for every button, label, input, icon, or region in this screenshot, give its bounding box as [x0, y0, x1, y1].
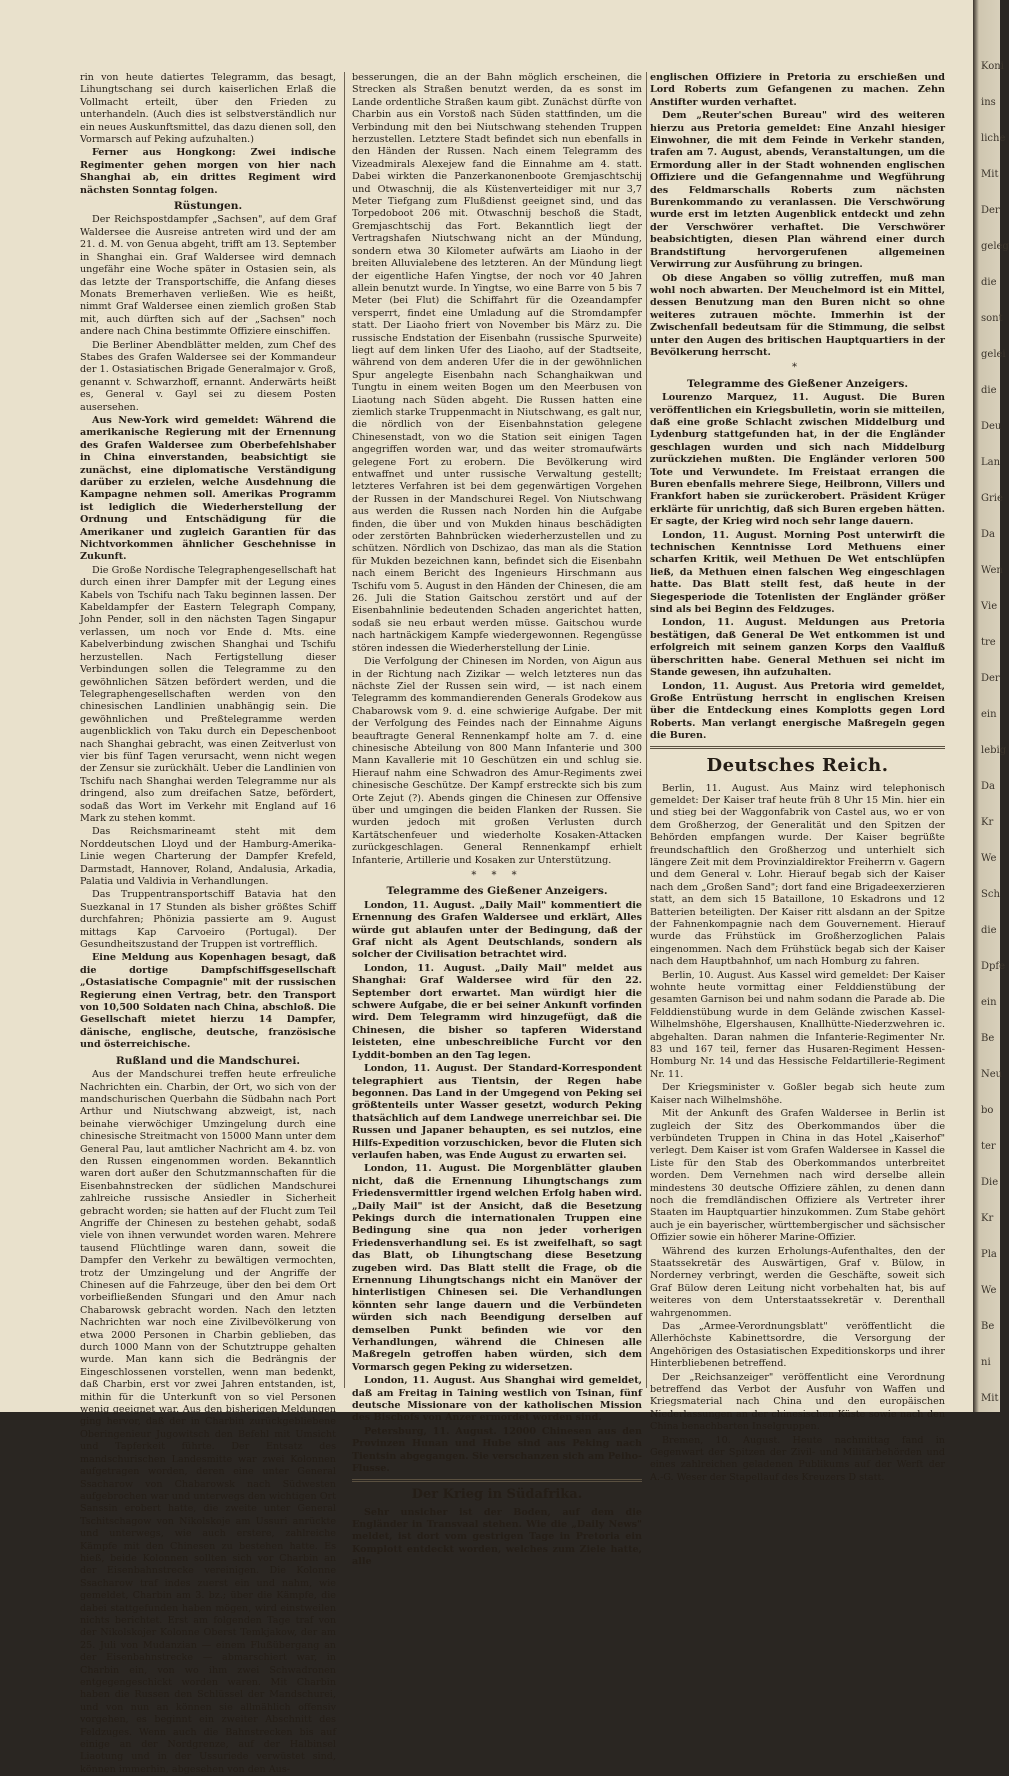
ornament-stars: *	[792, 362, 803, 374]
article-paragraph: rin von heute datiertes Telegramm, das besagt, Lihungtschang sei durch kaiserlichen Erlaß die Vollmacht erteilt, über den Frieden zu unterhandeln. (Auch dies ist selbstverständlich nur ein neues Auskunftsmittel, das dazu dienen soll, den Vormarsch auf Peking aufzuhalten.)	[80, 72, 336, 146]
edge-fragment: Da	[981, 781, 995, 792]
ornament-stars: * * *	[471, 870, 523, 881]
article-paragraph: Der Reichspostdampfer „Sachsen", auf dem Graf Waldersee die Ausreise antreten wird und der am 21. d. M. von Genua abgeht, trifft am 13. September in Shanghai ein. Graf Waldersee wird demnach ungefähr eine Woche später in Ostasien sein, als das letzte der Transportschiffe, die Anfang dieses Monats Bremerhaven verließen. Wie es heißt, nimmt Graf Waldersee einen ziemlich großen Stab mit, auch dürften sich auf der „Sachsen" noch andere nach China bestimmte Offiziere einschiffen.	[80, 214, 337, 338]
article-paragraph: Petersburg, 11. August. 12000 Chinesen aus den Provinzen Hunan und Hube sind aus Peking nach Tientsin abgegangen. Sie verschanzen sich am Peiho-Flusse.	[352, 1425, 642, 1475]
section-heading-telegramme: Telegramme des Gießener Anzeigers.	[686, 377, 909, 390]
article-paragraph: englischen Offiziere in Pretoria zu erschießen und Lord Roberts zum Gefangenen zu machen. Zehn Anstifter wurden verhaftet.	[650, 72, 945, 108]
section-heading-suedafrika: Der Krieg in Südafrika.	[411, 1486, 583, 1502]
article-paragraph: London, 11. August. Meldungen aus Pretoria bestätigen, daß General De Wet entkommen ist und erfolgreich mit seinem ganzen Korps den Vaalfluß überschritten habe. General Methuen sei nicht im Stande gewesen, ihn aufzuhalten.	[650, 617, 945, 679]
edge-fragment: die	[981, 385, 997, 396]
edge-fragment: sont	[981, 313, 1003, 324]
article-paragraph: Dem „Reuter'schen Bureau" wird des weiteren hierzu aus Pretoria gemeldet: Eine Anzahl hiesiger Einwohner, die mit dem Feinde in Verkehr standen, trafen am 7. August, abends, Veranstaltungen, um die Ermordung aller in der Stadt wohnenden englischen Offiziere und die Gefangennahme und Wegführung des Feldmarschalls Roberts zum nächsten Burenkommando zu veranlassen. Die Verschwörung wurde erst im letzten Augenblick entdeckt und zehn der Verschwörer verhaftet. Die Verschwörer beabsichtigten, diesen Plan während einer durch Brandstiftung hervorgerufenen allgemeinen Verwirrung zur Ausführung zu bringen.	[650, 110, 945, 271]
column-2	[352, 72, 642, 1568]
edge-fragment: tre	[981, 637, 996, 648]
edge-fragment: Koni	[981, 61, 1004, 72]
edge-fragment: bo	[981, 1105, 994, 1116]
edge-fragment: Neu	[981, 1069, 1003, 1080]
edge-fragment: Lan	[981, 457, 1001, 468]
article-paragraph: Berlin, 10. August. Aus Kassel wird gemeldet: Der Kaiser wohnte heute vormittag einer Felddienstübung der gesamten Garnison bei und nahm sodann die Parade ab. Die Felddienstübung wurde in dem Gelände zwischen Kassel-Wilhelmshöhe, Elgershausen, Knallhütte-Niederzwehren ic. abgehalten. Daran nahmen die Infanterie-Regimenter Nr. 83 und 167 teil, ferner das Husaren-Regiment Hessen-Homburg Nr. 14 und das Hessische Feldartillerie-Regiment Nr. 11.	[650, 969, 945, 1080]
edge-fragment: die	[981, 925, 997, 936]
article-paragraph: Berlin, 11. August. Aus Mainz wird telephonisch gemeldet: Der Kaiser traf heute früh 8 Uhr 15 Min. hier ein und stieg bei der Waggonfabrik von Castel aus, wo er von dem Großherzog, der Generalität und den Spitzen der Behörden empfangen wurde. Der Kaiser begrüßte freundschaftlich den Großherzog und unterhielt sich längere Zeit mit dem Provinzialdirektor Freiherrn v. Gagern und dem General v. Lohr. Hierauf begab sich der Kaiser nach dem „Großen Sand"; dort fand eine Brigadeexerzieren statt, an dem sich 15 Bataillone, 10 Eskadrons und 12 Batterien beteiligten. Der Kaiser ritt alsdann an der Spitze der Fahnenkompagnie nach dem Gouvernement. Hierauf wurde das Frühstück im Großherzoglichen Palais eingenommen. Nach dem Frühstück begab sich der Kaiser nach dem Hauptbahnhof, um nach Homburg zu fahren.	[650, 782, 945, 968]
edge-fragment: We	[981, 1285, 997, 1296]
column-3	[650, 72, 945, 1483]
edge-fragment: Vie	[981, 601, 998, 612]
article-paragraph: Das Reichsmarineamt steht mit dem Norddeutschen Lloyd und der Hamburg-Amerika-Linie wegen Charterung der Dampfer Krefeld, Darmstadt, Hannover, Roland, Andalusia, Arkadia, Palatia und Valdivia in Verhandlungen.	[80, 826, 336, 887]
section-divider	[650, 746, 945, 749]
edge-fragment: ein	[981, 709, 997, 720]
edge-fragment: die	[981, 277, 997, 288]
article-paragraph: Lourenzo Marquez, 11. August. Die Buren veröffentlichen ein Kriegsbulletin, worin sie mitteilen, daß eine große Schlacht zwischen Middelburg und Lydenburg stattgefunden hat, in der die Engländer geschlagen wurden und sich nach Middelburg zurückziehen mußten. Die Engländer verloren 500 Tote und Verwundete. Im Freistaat errangen die Buren ebenfalls mehrere Siege, Heilbronn, Villers und Frankfort haben sie zurückerobert. Präsident Krüger erklärte für unrichtig, daß sich Buren ergeben hätten. Er sagte, der Krieg wird noch sehr lange dauern.	[650, 392, 945, 528]
article-paragraph: Aus der Mandschurei treffen heute erfreuliche Nachrichten ein. Charbin, der Ort, wo sich von der mandschurischen Querbahn die Südbahn nach Port Arthur und Niutschwang abzweigt, ist, nach beinahe vierwöchiger Umzingelung durch eine chinesische Streitmacht von 15000 Mann unter dem General Pau, laut amtlicher Nachricht am 4. bz. von den Russen eingenommen worden. Bekanntlich waren dort außer den Schutzmannschaften für die Eisenbahnstrecken der südlichen Mandschurei zahlreiche russische Ansiedler in Sicherheit gebracht worden; sie hatten auf der Flucht zum Teil Angriffe der Chinesen zu bestehen gehabt, sodaß viele von ihnen verwundet worden waren. Mehrere tausend Flüchtlinge waren dann, soweit die Dampfer den Verkehr zu bewältigen vermochten, trotz der Umzingelung und der Angriffe der Chinesen auf die Fahrzeuge, über den bei dem Ort vorbeifließenden Sfungari und den Amur nach Chabarowsk gebracht worden. Nach den letzten Nachrichten war noch eine Zivilbevölkerung von etwa 2000 Personen in Charbin geblieben, das durch 1000 Mann von der Schutztruppe gehalten wurde. Man kann sich die Bedrängnis der Eingeschlossenen vorstellen, wenn man bedenkt, daß Charbin, erst vor zwei Jahren entstanden, ist, mithin für die Unterkunft von so viel Personen wenig geeignet war. Aus den bisherigen Meldungen ging hervor, daß der in Charbin zurückgebliebene Oberingenieur Jugowitsch den Befehl mit Umsicht und Tapferkeit führte. Der Entsatz des mandschurischen Landesmitte war zwei Kolonnen aufgetragen worden, deren eine unter General Ssacharow von Chabarowsk nach Südwesten aufgebrochen war und unterwegs den wichtigen Ort Sanssin erobert hatte, die zweite unter General Tschitschagow von Nikolskoje am Ussuri anrückte und unterwegs, wie auch erstere, zahlreiche Kämpfe mit den Chinesen zu bestehen hatte. Es hieß, beide Kolonnen sollten sich vor Charbin an der Eisenbahnstrecke vereinigen. Die Kolonne Ssacharow traf indes zuerst ein und nahm, wie gemeldet, Charbin am 3. bz.; über die Kämpfe, die dabei stattgefunden haben mögen, wird einstweilen nichts berichtet. Erst am folgenden Tage traf von der Nikolskojer Kolonne Oberst Temkjakow, der am 25. Juli von Mudanzian — einem Flußübergang an der Eisenbahnstrecke — abmarschiert war, in Charbin ein, von wo ihm zwei Schwadronen entgegengeschickt worden waren. Mit Charbin haben die Russen den Schlüssel der Mandschurei, und von nun an können sie allmählich offensiv vorgehen, es beginnt ein zweiter Abschnitt des Feldzuges. Wenn auch die Bahnstrecken bis auf einige an der Nordgrenze, auf der Halbinsel Liaotung und in der Ussuriede verwüstet sind, können immerhin, abgesehen von den Aus-	[80, 1069, 336, 1775]
section-heading-deutsches-reich: Deutsches Reich.	[706, 754, 889, 776]
article-paragraph: London, 11. August. Die Morgenblätter glauben nicht, daß die Ernennung Lihungtschangs zum Friedensvermittler irgend welchen Erfolg haben wird. „Daily Mail" ist der Ansicht, daß die Besetzung Pekings durch die internationalen Truppen eine Bedingung sine qua non jeder vorherigen Friedensverhandlung sei. Es ist zweifelhaft, so sagt das Blatt, ob Lihungtschang diese Besetzung zugeben wird. Das Blatt stellt die Frage, ob die Ernennung Lihungtschangs nicht ein Manöver der hinterlistigen Chinesen sei. Die Verhandlungen könnten sehr lange dauern und die Verbündeten würden sich nach Beendigung derselben auf demselben Punkt befinden wie vor den Verhandlungen, während die Chinesen alle Maßregeln getroffen haben würden, sich dem Vormarsch gegen Peking zu widersetzen.	[352, 1163, 642, 1373]
section-heading-ruestungen: Rüstungen.	[173, 200, 243, 213]
edge-fragment: Pla	[981, 1249, 997, 1260]
article-paragraph: Sehr unsicher ist der Boden, auf dem die Engländer in Transvaal stehen. Wie die „Daily News" meldet, ist dort vom gestrigen Tage in Pretoria ein Komplott entdeckt worden, welches zum Ziele hatte, alle	[352, 1506, 642, 1568]
edge-fragment: Wen	[981, 565, 1003, 576]
edge-fragment: Sch	[981, 889, 1000, 900]
edge-fragment: ein	[981, 997, 997, 1008]
edge-fragment: We	[981, 853, 997, 864]
article-paragraph: Der „Reichsanzeiger" veröffentlicht eine Verordnung betreffend das Verbot der Ausfuhr von Waffen und Kriegsmaterial nach China und den europäischen Niederlassungen an der chinesischen Küste sowie nach den China benachbarten Inselgruppen.	[650, 1371, 945, 1433]
edge-fragment: Mit	[981, 1393, 999, 1404]
edge-fragment: ni	[981, 1357, 991, 1368]
article-paragraph: Die Verfolgung der Chinesen im Norden, von Aigun aus in der Richtung nach Zizikar — welch letzteres nun das nächste Ziel der Russen sein wird, — ist nach einem Telegramm des kommandierenden Generals Grodekow aus Chabarowsk vom 9. d. eine schwierige Aufgabe. Der mit der Verfolgung des Feindes nach der Einnahme Aiguns beauftragte General Rennenkampf holte am 7. d. eine chinesische Abteilung von 800 Mann Infanterie und 300 Mann Kavallerie mit 10 Geschützen ein und schlug sie. Hierauf nahm eine Schwadron des Amur-Regiments zwei chinesische Geschütze. Der Kampf erstreckte sich bis zum Orte Zejut (?). Abends gingen die Chinesen zur Offensive über und umgingen die beiden Flanken der Russen. Sie wurden jedoch mit großen Verlusten durch Kartätschenfeuer und wiederholte Kosaken-Attacken zurückgeschlagen. General Rennenkampf erhielt Infanterie, Artillerie und Kosaken zur Unterstützung.	[352, 656, 642, 866]
article-paragraph: Bremen, 10. August. Heute nachmittag fand in Gegenwart der Spitzen der Zivil- und Militärbehörden und eines zahlreichen geladenen Publikums auf der Werft der A.-G. Weser der Stapellauf des Kreuzers D statt.	[650, 1434, 945, 1483]
column-1	[80, 72, 337, 1775]
article-paragraph: London, 11. August. Aus Shanghai wird gemeldet, daß am Freitag in Taining westlich von Tsinan, fünf deutsche Missionare von der katholischen Mission des Bischofs von Anzer ermordet worden sind.	[352, 1375, 642, 1424]
article-paragraph: Eine Meldung aus Kopenhagen besagt, daß die dortige Dampfschiffsgesellschaft „Ostasiatische Compagnie" mit der russischen Regierung einen Vertrag, betr. den Transport von 10,500 Soldaten nach China, abschloß. Die Gesellschaft mietet hierzu 14 Dampfer, dänische, englische, deutsche, französische und österreichische.	[80, 952, 336, 1051]
article-paragraph: London, 11. August. Aus Pretoria wird gemeldet, Große Entrüstung herrscht in englischen Kreisen über die Entdeckung eines Komplotts gegen Lord Roberts. Man verlangt energische Maßregeln gegen die Buren.	[650, 680, 945, 742]
article-paragraph: Aus New-York wird gemeldet: Während die amerikanische Regierung mit der Ernennung des Grafen Waldersee zum Oberbefehlshaber in China einverstanden, beabsichtigt sie zunächst, eine diplomatische Verständigung darüber zu erzielen, welche Ausdehnung die Kampagne nehmen soll. Amerikas Programm ist lediglich die Wiederherstellung der Ordnung und Entschädigung für die Amerikaner und zugleich Garantien für das Nichtvorkommen ähnlicher Geschehnisse in Zukunft.	[80, 414, 336, 563]
article-paragraph: Die Berliner Abendblätter melden, zum Chef des Stabes des Grafen Waldersee sei der Kommandeur der 1. Ostasiatischen Brigade Generalmajor v. Groß, genannt v. Schwarzhoff, ernannt. Anderwärts heißt es, General v. Gayl sei zu diesem Posten ausersehen.	[80, 339, 336, 413]
article-paragraph: besserungen, die an der Bahn möglich erscheinen, die Strecken als Straßen benutzt werden, da es sonst im Lande ordentliche Straßen kaum gibt. Zunächst dürfte von Charbin aus ein Vorstoß nach Süden stattfinden, um die Verbindung mit den bei Niutschwang stehenden Truppen herzustellen. Letztere Stadt befindet sich nun ebenfalls in den Händen der Russen. Nach einem Telegramm des Vizeadmirals Alexejew fand die Einnahme am 4. statt. Dabei wirkten die Panzerkanonenboote Gremjaschtschij und Otwaschnij, die als Küstenverteidiger mit nur 3,7 Meter Tiefgang zum Flußdienst geeignet sind, und das Torpedoboot 206 mit. Otwaschnij beschoß die Stadt, Gremjaschtschij das Fort. Bekanntlich liegt der Vertragshafen Niutschwang nicht an der Mündung, sondern etwa 30 Kilometer aufwärts am Liaoho in der breiten Alluvialebene des letzteren. An der Mündung liegt der eigentliche Hafen Yingtse, der noch vor 40 Jahren allein benutzt wurde. In Yingtse, wo eine Barre von 5 bis 7 Meter (bei Flut) die Schiffahrt für die Ozeandampfer versperrt, findet eine Umladung auf die Stromdampfer statt. Der Liaoho friert von November bis März zu. Die russische Endstation der Eisenbahn (russische Spurweite) liegt auf dem linken Ufer des Liaoho, auf der Stadtseite, während von dem anderen Ufer die in der gewöhnlichen Spur angelegte Eisenbahn nach Schanghaikwan und Tungtu in einem weiten Bogen um den Meerbusen von Liaotung nach Süden abgeht. Die Russen hatten eine ziemlich starke Truppenmacht in Niutschwang, es galt nur, die nördlich von der Eisenbahnstation gelegene Chinesenstadt, von wo die Station seit einigen Tagen angegriffen worden war, und das weiter stromaufwärts gelegene Fort zu erobern. Die Bevölkerung wird entwaffnet und unter russische Verwaltung gestellt; letzteres Verfahren ist bei dem gegenwärtigen Vorgehen der Russen in der Mandschurei Regel. Von Niutschwang aus werden die Russen nach Norden hin die Aufgabe finden, die über und von Mukden hinaus beschädigten oder zerstörten Bahnbrücken wiederherzustellen und zu schützen. Nördlich von Dschizao, das man als die Station für Mukden bezeichnen kann, befindet sich die Eisenbahn nach einem Bericht des Ingenieurs Hirschmann aus Tschifu vom 5. August in den Händen der Chinesen, die am 26. Juli die Station Gaitschou zerstört und auf der Eisenbahnlinie bedeutenden Schaden angerichtet hatten, sodaß sie neu erbaut werden müsse. Gaitschou wurde nach hartnäckigem Kampfe wiedergewonnen. Regengüsse stören indessen die Wiederherstellung der Linie.	[352, 72, 642, 654]
article-paragraph: Ob diese Angaben so völlig zutreffen, muß man wohl noch abwarten. Der Meuchelmord ist ein Mittel, dessen Benutzung man den Buren nicht so ohne weiteres zutrauen möchte. Immerhin ist der Zwischenfall bedeutsam für die Stimmung, die selbst unter den Augen des britischen Hauptquartiers in der Bevölkerung herrscht.	[650, 272, 945, 358]
column-rule	[646, 72, 647, 1388]
section-heading-telegramme: Telegramme des Gießener Anzeigers.	[386, 885, 608, 898]
article-paragraph: Das Truppentransportschiff Batavia hat den Suezkanal in 17 Stunden als bisher größtes Schiff durchfahren; Phönizia passierte am 9. August mittags Kap Carvoeiro (Portugal). Der Gesundheitszustand der Truppen ist vortrefflich.	[80, 889, 336, 951]
edge-fragment: Da	[981, 529, 995, 540]
article-paragraph: Mit der Ankunft des Grafen Waldersee in Berlin ist zugleich der Sitz des Oberkommandos über die verbündeten Truppen in China in das Hotel „Kaiserhof" verlegt. Dem Kaiser ist vom Grafen Waldersee in Kassel die Liste für den Stab des Oberkommandos unterbreitet worden. Dem Vernehmen nach wird derselbe allein mindestens 30 deutsche Offiziere zählen, zu denen dann noch die fremdländischen Offiziere als Vertreter ihrer Staaten im Hauptquartier hinzukommen. Zum Stabe gehört auch je ein bayerischer, württembergischer und sächsischer Offizier sowie ein höherer Marine-Offizier.	[650, 1108, 945, 1244]
section-heading-russland: Rußland und die Mandschurei.	[115, 1054, 301, 1067]
edge-fragment: Der	[981, 205, 1000, 216]
edge-fragment: Die	[981, 1177, 999, 1188]
edge-fragment: Der	[981, 673, 1000, 684]
article-paragraph: London, 11. August. Morning Post unterwirft die technischen Kenntnisse Lord Methuens einer scharfen Kritik, weil Methuen De Wet entschlüpfen ließ, da Methuen einen falschen Weg eingeschlagen hatte. Das Blatt stellt fest, daß heute in der Siegesperiode die Totenlisten der Engländer größer sind als bei Beginn des Feldzuges.	[650, 529, 945, 616]
article-paragraph: Das „Armee-Verordnungsblatt" veröffentlicht die Allerhöchste Kabinettsordre, die Versorgung der Angehörigen des Ostasiatischen Expeditionskorps und ihrer Hinterbliebenen betreffend.	[650, 1321, 945, 1370]
article-paragraph: Die Große Nordische Telegraphengesellschaft hat durch einen ihrer Dampfer mit der Legung eines Kabels von Tschifu nach Taku beginnen lassen. Der Kabeldampfer der Eastern Telegraph Company, John Pender, soll in den nächsten Tagen Singapur verlassen, um noch vor Ende d. Mts. eine Kabelverbindung zwischen Shanghai und Tschifu herzustellen. Nach Fertigstellung dieser Verbindungen sollen die Telegramme zu den gewöhnlichen Sätzen befördert werden, und die Telegraphengesellschaften werden von den chinesischen Landlinien unabhängig sein. Die gewöhnlichen und Preßtelegramme werden augenblicklich von Taku durch ein Depeschenboot nach Shanghai gebracht, was einen Zeitverlust von vier bis fünf Tagen verursacht, wenn nicht wegen der Zensur sie zurückhält. Ueber die Landlinien von Tschifu nach Shanghai werden Telegramme nur als dringend, also zum dreifachen Satze, befördert, sodaß das Wort im Verkehr mit England auf 16 Mark zu stehen kommt.	[80, 564, 336, 824]
article-paragraph: Ferner aus Hongkong: Zwei indische Regimenter gehen morgen von hier nach Shanghai ab, ein drittes Regiment wird nächsten Sonntag folgen.	[80, 147, 336, 196]
edge-fragment: lebig	[981, 745, 1007, 756]
edge-fragment: Deu	[981, 421, 1002, 432]
edge-fragment: gelei	[981, 349, 1006, 360]
section-divider	[352, 1479, 642, 1482]
article-paragraph: London, 11. August. Der Standard-Korrespondent telegraphiert aus Tientsin, der Regen habe begonnen. Das Land in der Umgegend von Peking sei größtenteils unter Wasser gesetzt, wodurch Peking thatsächlich auf dem Landwege unerreichbar sei. Die Russen und Japaner behaupten, es sei nutzlos, eine Hilfs-Expedition vorzuschicken, bevor die Fluten sich verlaufen haben, was Ende August zu erwarten sei.	[352, 1063, 642, 1161]
edge-fragment: geleg	[981, 241, 1009, 252]
edge-fragment: Be	[981, 1033, 995, 1044]
edge-fragment: Mit	[981, 169, 999, 180]
edge-fragment: ins	[981, 97, 996, 108]
edge-fragment: Kr	[981, 817, 994, 828]
edge-fragment: ter	[981, 1141, 996, 1152]
article-paragraph: London, 11. August. „Daily Mail" kommentiert die Ernennung des Grafen Waldersee und erklärt, Alles würde gut ablaufen unter der Bedingung, daß der Graf nicht als Agent Deutschlands, sondern als solcher der Civilisation betrachtet wird.	[352, 899, 642, 961]
column-rule	[344, 72, 345, 1388]
adjacent-page-edge	[973, 0, 1009, 1412]
edge-fragment: Dpfe	[981, 961, 1006, 972]
edge-fragment: liche	[981, 133, 1006, 144]
edge-fragment: Be	[981, 1321, 995, 1332]
edge-fragment: Kr	[981, 1213, 994, 1224]
edge-fragment: Grie	[981, 493, 1003, 504]
article-paragraph: London, 11. August. „Daily Mail" meldet aus Shanghai: Graf Waldersee wird für den 22. September dort erwartet. Man würdigt hier die schwere Aufgabe, die er bei seiner Ankunft vorfinden wird. Dem Telegramm wird hinzugefügt, daß die Chinesen, die bisher so tapferen Widerstand leisteten, eine unbeschreibliche Furcht vor den Lyddit-bomben an den Tag legen.	[352, 962, 642, 1061]
article-paragraph: Der Kriegsminister v. Goßler begab sich heute zum Kaiser nach Wilhelmshöhe.	[650, 1082, 945, 1106]
article-paragraph: Während des kurzen Erholungs-Aufenthaltes, den der Staatssekretär des Auswärtigen, Graf v. Bülow, in Norderney verbringt, werden die Geschäfte, soweit sich Graf Bülow deren Leitung nicht vorbehalten hat, bis auf weiteres von dem Unterstaatssekretär v. Derenthall wahrgenommen.	[650, 1245, 945, 1319]
